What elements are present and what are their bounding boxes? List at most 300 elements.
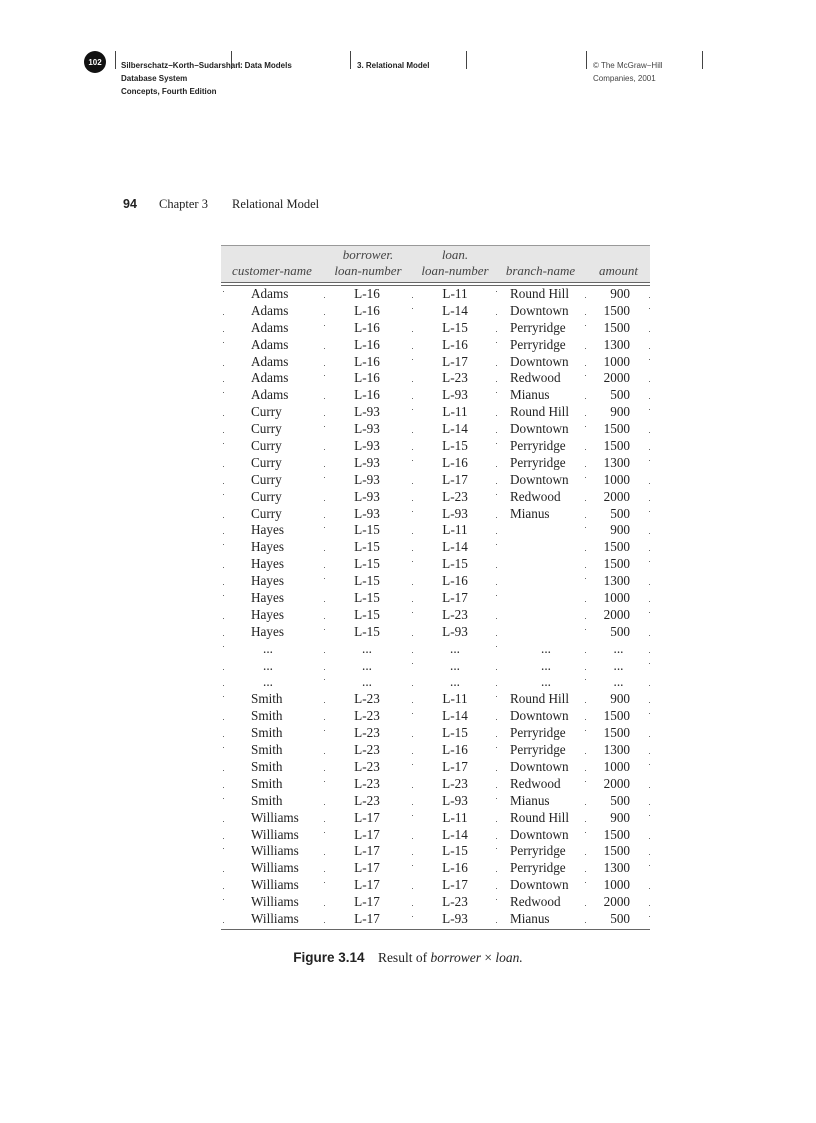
cell-loan-loan-number: L-14 [442,302,468,318]
column-separator-dot [585,601,586,602]
header-book-title-line2: Concepts, Fourth Edition [121,87,217,96]
header-copyright-line2: Companies, 2001 [593,74,656,83]
column-separator-dot [223,291,224,292]
cell-loan-loan-number: L-14 [442,708,468,724]
cell-borrower-loan-number: L-16 [354,302,380,318]
column-separator-dot [223,415,224,416]
column-separator-dot [649,483,650,484]
table-row [221,472,650,489]
cell-borrower-loan-number: L-15 [354,556,380,572]
column-separator-dot [649,713,650,714]
table-row [221,674,650,691]
cell-borrower-loan-number: L-15 [354,590,380,606]
column-separator-dot [223,533,224,534]
cell-amount: 1000 [603,758,630,774]
column-separator-dot [412,663,413,664]
column-separator-dot [496,736,497,737]
cell-loan-loan-number: L-16 [442,860,468,876]
table-row [221,708,650,725]
column-separator-dot [223,392,224,393]
column-separator-dot [324,365,325,366]
column-separator-dot [324,415,325,416]
table-row [221,877,650,894]
column-separator-dot [223,517,224,518]
cell-borrower-loan-number: L-23 [354,775,380,791]
column-separator-dot [324,449,325,450]
cell-borrower-loan-number: L-17 [354,843,380,859]
cell-branch-name: Round Hill [510,809,569,825]
column-separator-dot [223,494,224,495]
column-separator-dot [223,922,224,923]
cell-branch-name: Mianus [510,910,550,926]
column-separator-dot [496,365,497,366]
cell-loan-loan-number: L-93 [442,387,468,403]
table-row [221,320,650,337]
column-separator-dot [649,764,650,765]
column-separator-dot [496,544,497,545]
column-separator-dot [412,787,413,788]
table-row [221,894,650,911]
column-separator-dot [324,832,325,833]
column-separator-dot [585,854,586,855]
column-separator-dot [223,696,224,697]
cell-loan-loan-number: L-17 [442,758,468,774]
column-separator-dot [223,584,224,585]
table-row [221,658,650,675]
column-separator-dot [496,770,497,771]
column-separator-dot [496,584,497,585]
table-row [221,421,650,438]
table-row [221,573,650,590]
cell-borrower-loan-number: L-23 [354,691,380,707]
column-separator-dot [496,685,497,686]
column-separator-dot [324,804,325,805]
column-separator-dot [324,652,325,653]
cell-borrower-loan-number: L-93 [354,438,380,454]
cell-amount: 1000 [603,471,630,487]
cell-loan-loan-number: L-17 [442,471,468,487]
column-separator-dot [223,331,224,332]
table-row [221,522,650,539]
column-separator-dot [412,460,413,461]
cell-borrower-loan-number: L-93 [354,421,380,437]
column-separator-dot [496,646,497,647]
cell-borrower-loan-number: L-17 [354,894,380,910]
cell-customer-name: Adams [251,370,289,386]
header-divider [586,51,587,69]
cell-branch-name: Downtown [510,826,569,842]
column-separator-dot [412,612,413,613]
column-separator-dot [412,561,413,562]
column-separator-dot [585,629,586,630]
column-separator-dot [649,601,650,602]
column-separator-dot [324,905,325,906]
column-separator-dot [223,443,224,444]
column-separator-dot [585,679,586,680]
column-separator-dot [223,342,224,343]
column-header-line: loan-number [421,263,489,278]
cell-customer-name: Curry [251,404,282,420]
header-copyright-line1: © The McGraw−Hill [593,61,663,70]
cell-amount: 900 [610,404,630,420]
page-number-badge: 102 [84,51,106,73]
column-header-line: borrower. [342,247,394,262]
column-separator-dot [496,443,497,444]
column-separator-dot [412,348,413,349]
column-separator-dot [223,787,224,788]
column-separator-dot [496,747,497,748]
table-row [221,303,650,320]
column-separator-dot [324,882,325,883]
column-separator-dot [324,669,325,670]
cell-loan-loan-number: L-15 [442,319,468,335]
cell-borrower-loan-number: L-93 [354,454,380,470]
cell-customer-name: Hayes [251,539,284,555]
cell-customer-name: Williams [251,809,299,825]
table-row [221,810,650,827]
column-separator-dot [324,578,325,579]
column-separator-dot [496,719,497,720]
column-separator-dot [223,544,224,545]
column-separator-dot [585,426,586,427]
cell-loan-loan-number: L-14 [442,539,468,555]
header-divider [350,51,351,69]
column-separator-dot [223,888,224,889]
column-separator-dot [223,635,224,636]
cell-customer-name: Adams [251,353,289,369]
caption-relation-loan: loan. [495,950,523,965]
cell-loan-loan-number: L-11 [442,809,468,825]
column-separator-dot [223,567,224,568]
cell-amount: ... [613,674,624,690]
column-separator-dot [585,781,586,782]
table-row [221,354,650,371]
cell-loan-loan-number: L-16 [442,742,468,758]
cell-borrower-loan-number: L-16 [354,353,380,369]
cell-amount: 1300 [603,454,630,470]
column-separator-dot [649,612,650,613]
cell-amount: 2000 [603,488,630,504]
cell-customer-name: Curry [251,471,282,487]
header-divider [115,51,116,69]
cell-amount: 1500 [603,539,630,555]
column-separator-dot [585,550,586,551]
cell-branch-name: Perryridge [510,843,566,859]
column-separator-dot [412,905,413,906]
column-separator-dot [412,652,413,653]
cell-loan-loan-number: L-17 [442,590,468,606]
column-separator-dot [585,449,586,450]
cell-borrower-loan-number: L-16 [354,336,380,352]
cell-branch-name: ... [541,640,551,656]
table-row [221,860,650,877]
column-separator-dot [585,466,586,467]
cell-customer-name: Williams [251,826,299,842]
figure-caption [0,950,816,966]
column-separator-dot [496,432,497,433]
table-row [221,793,650,810]
table-row [221,539,650,556]
cell-loan-loan-number: L-11 [442,522,468,538]
column-separator-dot [585,365,586,366]
cell-branch-name: Mianus [510,792,550,808]
column-separator-dot [496,635,497,636]
column-separator-dot [412,409,413,410]
column-header-customer-name: customer-name [232,263,312,278]
column-separator-dot [223,483,224,484]
column-separator-dot [412,865,413,866]
cell-loan-loan-number: L-14 [442,421,468,437]
column-separator-dot [412,753,413,754]
table-row [221,286,650,303]
column-header-line: loan-number [334,263,402,278]
column-separator-dot [585,669,586,670]
column-separator-dot [324,679,325,680]
column-separator-dot [324,297,325,298]
cell-customer-name: Hayes [251,623,284,639]
column-separator-dot [324,601,325,602]
cell-amount: ... [613,657,624,673]
caption-text: Result of [377,950,428,965]
column-separator-dot [649,635,650,636]
cell-loan-loan-number: L-17 [442,877,468,893]
cell-loan-loan-number: L-16 [442,573,468,589]
column-separator-dot [223,798,224,799]
column-separator-dot [223,747,224,748]
table-row [221,843,650,860]
cell-customer-name: ... [263,674,273,690]
column-separator-dot [496,669,497,670]
column-separator-dot [496,848,497,849]
column-separator-dot [223,314,224,315]
cell-customer-name: Adams [251,336,289,352]
column-separator-dot [585,325,586,326]
table-row [221,607,650,624]
cell-branch-name: Perryridge [510,438,566,454]
cell-branch-name: Perryridge [510,860,566,876]
column-separator-dot [496,787,497,788]
cell-borrower-loan-number: L-93 [354,404,380,420]
cell-loan-loan-number: L-15 [442,556,468,572]
table-row [221,438,650,455]
column-separator-dot [324,477,325,478]
table-body [221,286,650,928]
cell-amount: 1500 [603,302,630,318]
cell-loan-loan-number: L-14 [442,826,468,842]
cell-customer-name: Hayes [251,556,284,572]
column-separator-dot [649,449,650,450]
column-separator-dot [324,770,325,771]
column-separator-dot [649,888,650,889]
cell-customer-name: Smith [251,758,283,774]
cell-customer-name: Smith [251,725,283,741]
column-separator-dot [496,331,497,332]
cell-customer-name: Smith [251,775,283,791]
cell-customer-name: Hayes [251,606,284,622]
column-separator-dot [649,652,650,653]
column-separator-dot [649,584,650,585]
column-separator-dot [223,736,224,737]
column-separator-dot [649,381,650,382]
chapter-label: Chapter 3 [159,197,208,211]
cell-customer-name: Williams [251,910,299,926]
cell-amount: 900 [610,522,630,538]
cell-amount: 2000 [603,370,630,386]
column-separator-dot [649,500,650,501]
column-separator-dot [412,584,413,585]
cell-borrower-loan-number: L-17 [354,910,380,926]
column-separator-dot [324,781,325,782]
column-separator-dot [223,899,224,900]
cell-customer-name: Curry [251,505,282,521]
column-separator-dot [223,871,224,872]
column-separator-dot [585,567,586,568]
column-separator-dot [649,297,650,298]
column-separator-dot [324,500,325,501]
column-separator-dot [324,922,325,923]
column-separator-dot [324,702,325,703]
cell-branch-name: Redwood [510,775,561,791]
header-divider [702,51,703,69]
column-separator-dot [649,308,650,309]
column-separator-dot [412,432,413,433]
column-separator-dot [496,871,497,872]
column-separator-dot [585,297,586,298]
cell-borrower-loan-number: L-93 [354,488,380,504]
cell-customer-name: Adams [251,319,289,335]
cell-branch-name: Downtown [510,302,569,318]
header-book-title-line1: Database System [121,74,188,83]
column-separator-dot [496,494,497,495]
cell-amount: 2000 [603,606,630,622]
cell-branch-name: Downtown [510,471,569,487]
column-separator-dot [649,787,650,788]
cell-customer-name: Smith [251,691,283,707]
column-separator-dot [324,348,325,349]
header-chapter: 3. Relational Model [357,61,430,70]
cell-branch-name: Round Hill [510,691,569,707]
cell-customer-name: Smith [251,742,283,758]
cell-borrower-loan-number: ... [362,674,372,690]
cell-branch-name: Perryridge [510,319,566,335]
table-row [221,776,650,793]
cell-loan-loan-number: L-93 [442,623,468,639]
column-separator-dot [324,753,325,754]
column-separator-dot [324,527,325,528]
cell-borrower-loan-number: L-15 [354,522,380,538]
table-row [221,911,650,928]
column-separator-dot [223,466,224,467]
cell-amount: 500 [610,505,630,521]
column-separator-dot [223,821,224,822]
column-separator-dot [324,854,325,855]
cell-branch-name: Perryridge [510,454,566,470]
cell-amount: 500 [610,387,630,403]
column-separator-dot [496,483,497,484]
cell-loan-loan-number: L-15 [442,438,468,454]
cell-borrower-loan-number: L-15 [354,539,380,555]
cell-branch-name: ... [541,674,551,690]
cell-amount: 1300 [603,336,630,352]
column-separator-dot [496,696,497,697]
cell-amount: 1500 [603,725,630,741]
table-row [221,759,650,776]
cell-customer-name: Hayes [251,522,284,538]
column-separator-dot [412,888,413,889]
column-separator-dot [496,798,497,799]
column-separator-dot [496,595,497,596]
cell-loan-loan-number: L-11 [442,691,468,707]
cell-branch-name: Mianus [510,505,550,521]
cell-borrower-loan-number: L-23 [354,792,380,808]
cell-borrower-loan-number: L-23 [354,708,380,724]
column-separator-dot [412,533,413,534]
cell-customer-name: Williams [251,877,299,893]
caption-relation-borrower: borrower [430,950,481,965]
column-separator-dot [649,663,650,664]
cell-loan-loan-number: L-11 [442,286,468,301]
cell-branch-name: Redwood [510,370,561,386]
cell-customer-name: Williams [251,860,299,876]
column-separator-dot [649,359,650,360]
column-separator-dot [649,409,650,410]
cell-borrower-loan-number: L-16 [354,286,380,301]
column-separator-dot [412,702,413,703]
column-separator-dot [412,381,413,382]
cell-amount: 1300 [603,860,630,876]
table-row [221,370,650,387]
cell-loan-loan-number: ... [450,657,460,673]
column-separator-dot [585,702,586,703]
column-separator-dot [649,865,650,866]
column-separator-dot [585,922,586,923]
table-row [221,404,650,421]
column-separator-dot [223,770,224,771]
column-separator-dot [412,550,413,551]
header-divider [466,51,467,69]
column-separator-dot [412,685,413,686]
cell-amount: 1000 [603,877,630,893]
cell-branch-name: Mianus [510,387,550,403]
cell-branch-name: Perryridge [510,336,566,352]
column-separator-dot [585,375,586,376]
column-separator-dot [223,685,224,686]
cell-branch-name: Round Hill [510,286,569,301]
column-separator-dot [585,517,586,518]
column-separator-dot [412,838,413,839]
column-separator-dot [585,578,586,579]
cell-borrower-loan-number: L-23 [354,758,380,774]
column-separator-dot [412,736,413,737]
column-separator-dot [649,533,650,534]
column-separator-dot [324,426,325,427]
column-separator-dot [324,730,325,731]
column-separator-dot [496,618,497,619]
table-row [221,742,650,759]
column-separator-dot [649,432,650,433]
column-separator-dot [412,297,413,298]
column-separator-dot [585,415,586,416]
column-separator-dot [585,618,586,619]
cell-amount: 1500 [603,319,630,335]
column-separator-dot [412,308,413,309]
column-separator-dot [324,871,325,872]
column-separator-dot [585,398,586,399]
cartesian-product-table [221,245,650,930]
table-row [221,641,650,658]
cell-loan-loan-number: L-23 [442,606,468,622]
column-separator-dot [324,375,325,376]
